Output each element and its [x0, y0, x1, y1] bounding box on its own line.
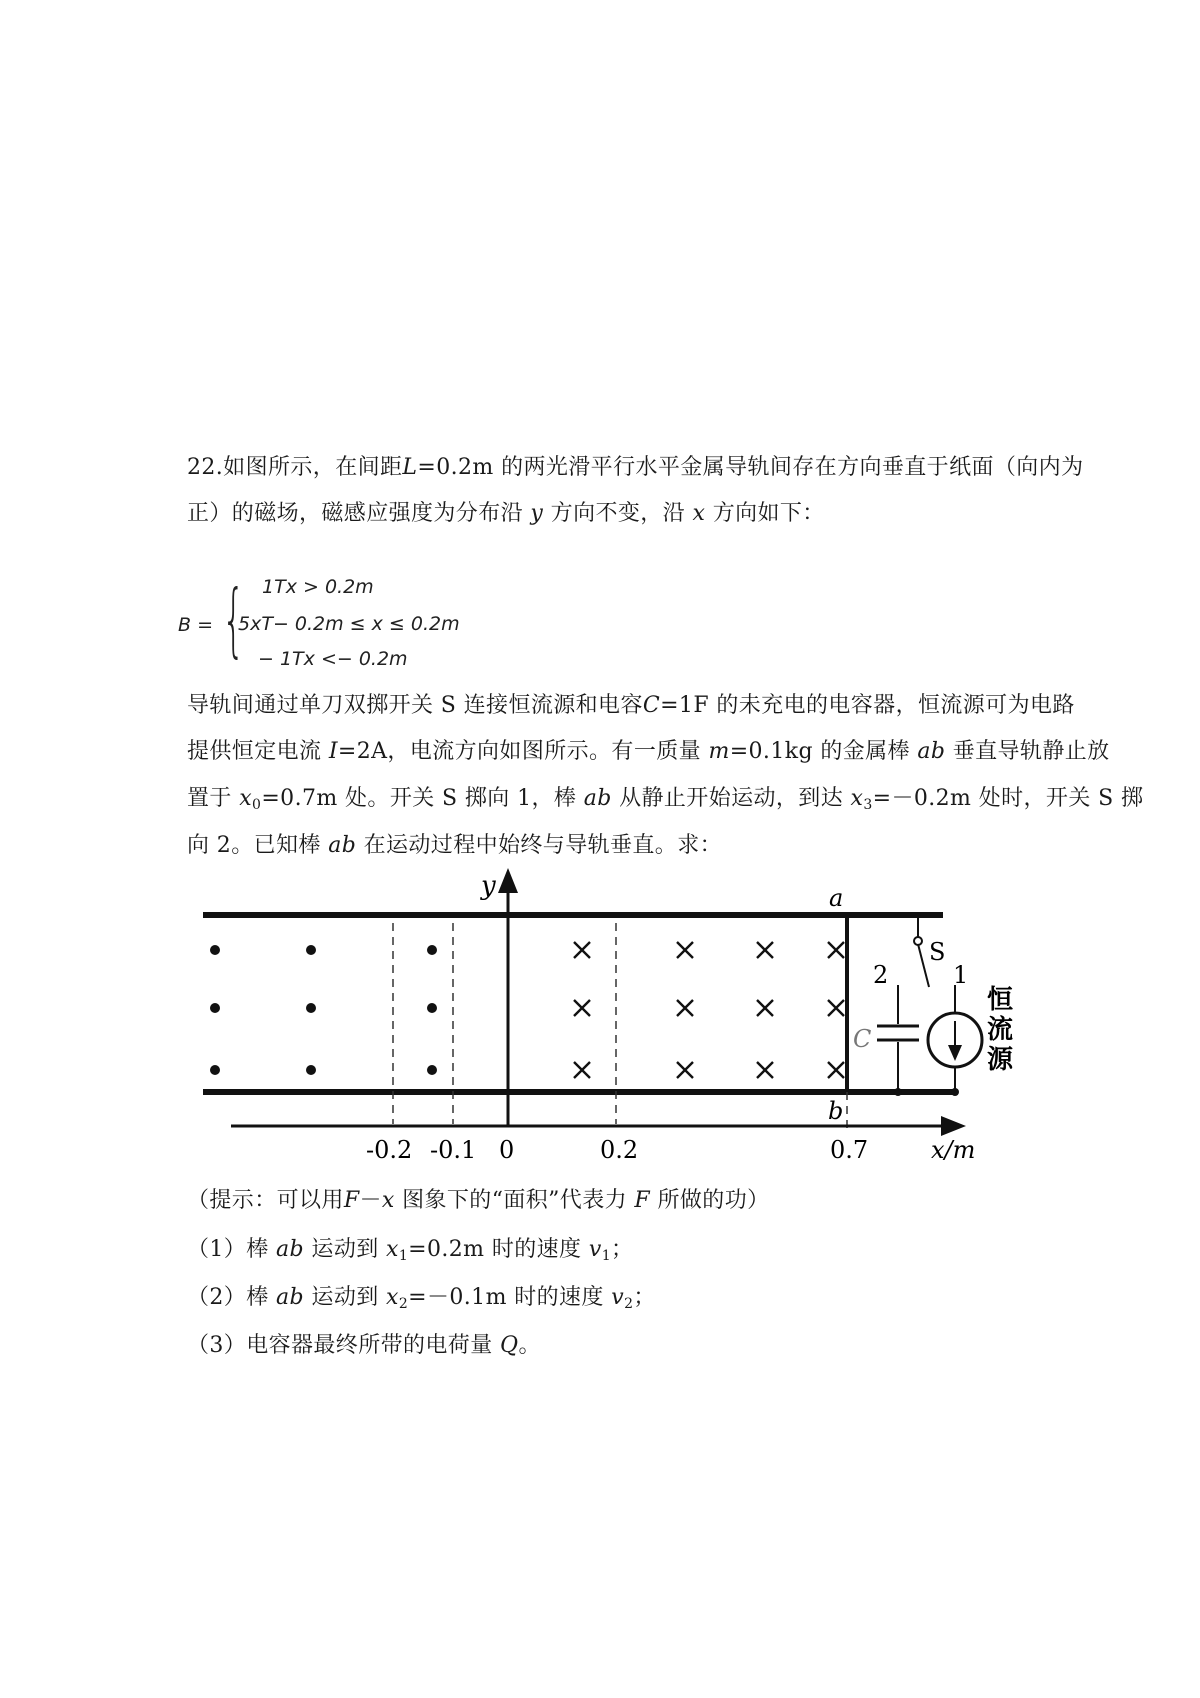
question-1	[187, 1232, 633, 1264]
field-in-cross	[677, 942, 693, 958]
text: ；	[633, 1285, 656, 1310]
symbol-x: x	[381, 1188, 395, 1213]
text: 导轨间通过单刀双掷开关 S 连接恒流源和电容	[187, 693, 643, 718]
field-in-cross	[677, 1000, 693, 1016]
capacitor-label: C	[853, 1025, 872, 1053]
field-in-cross	[828, 942, 844, 958]
text: =0.2m 的两光滑平行水平金属导轨间存在方向垂直于纸面（向内为	[417, 455, 1084, 480]
text: 从静止开始运动，到达	[619, 786, 844, 811]
field-in-cross	[757, 1000, 773, 1016]
symbol-I: I	[328, 739, 338, 764]
text: 垂直导轨静止放	[952, 739, 1110, 764]
text: 提供恒定电流	[187, 739, 322, 764]
y-axis-arrow	[498, 868, 518, 893]
field-out-dot	[306, 945, 316, 955]
terminal-2-label: 2	[873, 961, 889, 989]
terminal-1-label: 1	[953, 961, 969, 989]
tick-label-0-7: 0.7	[830, 1136, 869, 1164]
label-b: b	[828, 1097, 844, 1125]
subscript: 2	[624, 1296, 634, 1312]
symbol-x0: x	[239, 786, 253, 811]
field-out-dot	[210, 945, 220, 955]
symbol-ab: ab	[328, 833, 357, 858]
source-label-char-2: 流	[987, 1015, 1014, 1045]
symbol-L: L	[402, 455, 418, 480]
tick-label-0-2: 0.2	[600, 1136, 639, 1164]
text: =2A，电流方向如图所示。有一质量	[337, 739, 702, 764]
field-out-dot	[210, 1003, 220, 1013]
hint-line	[187, 1183, 770, 1214]
text: 方向不变，沿	[550, 501, 686, 526]
formula-brace: {	[222, 573, 245, 666]
field-in-cross	[574, 1062, 590, 1078]
text: 。	[518, 1333, 541, 1358]
text: =－0.1m 时的速度	[408, 1285, 604, 1310]
x-axis-arrow	[941, 1116, 966, 1136]
field-in-cross	[757, 1062, 773, 1078]
text: 方向如下：	[712, 501, 825, 526]
junction-source	[951, 1088, 959, 1096]
symbol-ab: ab	[276, 1285, 305, 1310]
text: =0.7m 处。开关 S 掷向 1，棒	[261, 786, 577, 811]
field-out-dot	[210, 1065, 220, 1075]
text: （3）电容器最终所带的电荷量	[187, 1333, 493, 1358]
subscript: 0	[252, 797, 262, 813]
formula-lhs: B =	[178, 614, 213, 636]
field-out-dot	[306, 1003, 316, 1013]
symbol-ab: ab	[917, 739, 946, 764]
symbol-ab: ab	[583, 786, 612, 811]
switch-pivot	[914, 937, 922, 945]
junction-capacitor	[894, 1088, 902, 1096]
formula-case-1: 1Tx > 0.2m	[262, 576, 374, 598]
field-out-dot	[427, 945, 437, 955]
source-label-char-1: 恒	[987, 985, 1014, 1015]
text: 运动到	[311, 1285, 379, 1310]
text: 置于	[187, 786, 232, 811]
question-3	[187, 1328, 541, 1359]
source-label-char-3: 源	[987, 1045, 1014, 1075]
field-in-cross	[828, 1000, 844, 1016]
symbol-C: C	[642, 693, 661, 718]
tick-label-neg-0-1: -0.1	[430, 1136, 477, 1164]
text: （提示：可以用	[187, 1188, 344, 1213]
symbol-F: F	[343, 1188, 360, 1213]
text: =－0.2m 处时，开关 S 掷	[872, 786, 1144, 811]
question-2	[187, 1280, 656, 1312]
x-axis-label: x/m	[931, 1136, 976, 1164]
symbol-m: m	[708, 739, 730, 764]
field-in-cross	[757, 942, 773, 958]
tick-label-0: 0	[499, 1136, 515, 1164]
field-in-cross	[574, 942, 590, 958]
field-in-cross	[574, 1000, 590, 1016]
symbol-y: y	[530, 501, 544, 526]
text: （2）棒	[187, 1285, 269, 1310]
symbol-v2: v	[611, 1285, 625, 1310]
text: （1）棒	[187, 1237, 269, 1262]
text: 22.如图所示，在间距	[187, 455, 403, 480]
field-in-cross	[677, 1062, 693, 1078]
subscript: 1	[601, 1248, 611, 1264]
symbol-x2: x	[386, 1285, 399, 1310]
switch-label: S	[929, 938, 946, 966]
symbol-ab: ab	[276, 1237, 305, 1262]
symbol-x: x	[692, 501, 706, 526]
text: =0.1kg 的金属棒	[729, 739, 910, 764]
field-out-dot	[306, 1065, 316, 1075]
text: 图象下的“面积”代表力	[402, 1188, 628, 1213]
text: 在运动过程中始终与导轨垂直。求：	[363, 833, 723, 858]
symbol-x3: x	[850, 786, 864, 811]
symbol-v1: v	[588, 1237, 602, 1262]
formula-case-2: 5xT− 0.2m ≤ x ≤ 0.2m	[238, 613, 460, 635]
y-axis-label: y	[481, 871, 496, 901]
text: 向 2。已知棒	[187, 833, 321, 858]
symbol-Q: Q	[500, 1333, 519, 1358]
text: =1F 的未充电的电容器，恒流源可为电路	[660, 693, 1075, 718]
subscript: 1	[398, 1248, 409, 1264]
switch-blade	[918, 944, 929, 987]
magnetic-field-symbols	[210, 942, 844, 1078]
tick-label-neg-0-2: -0.2	[366, 1136, 413, 1164]
field-out-dot	[427, 1003, 437, 1013]
text: 运动到	[311, 1237, 379, 1262]
field-in-cross	[828, 1062, 844, 1078]
subscript: 3	[863, 797, 873, 813]
text: 正）的磁场，磁感应强度为分布沿	[187, 501, 524, 526]
formula-case-3: − 1Tx <− 0.2m	[258, 648, 408, 670]
text: =0.2m 时的速度	[408, 1237, 582, 1262]
symbol-F: F	[634, 1188, 651, 1213]
label-a: a	[829, 884, 844, 912]
subscript: 2	[398, 1296, 409, 1312]
text: ；	[611, 1237, 634, 1262]
field-out-dot	[427, 1065, 437, 1075]
symbol-x1: x	[386, 1237, 399, 1262]
text: －	[359, 1188, 382, 1213]
text: 所做的功）	[657, 1188, 770, 1213]
